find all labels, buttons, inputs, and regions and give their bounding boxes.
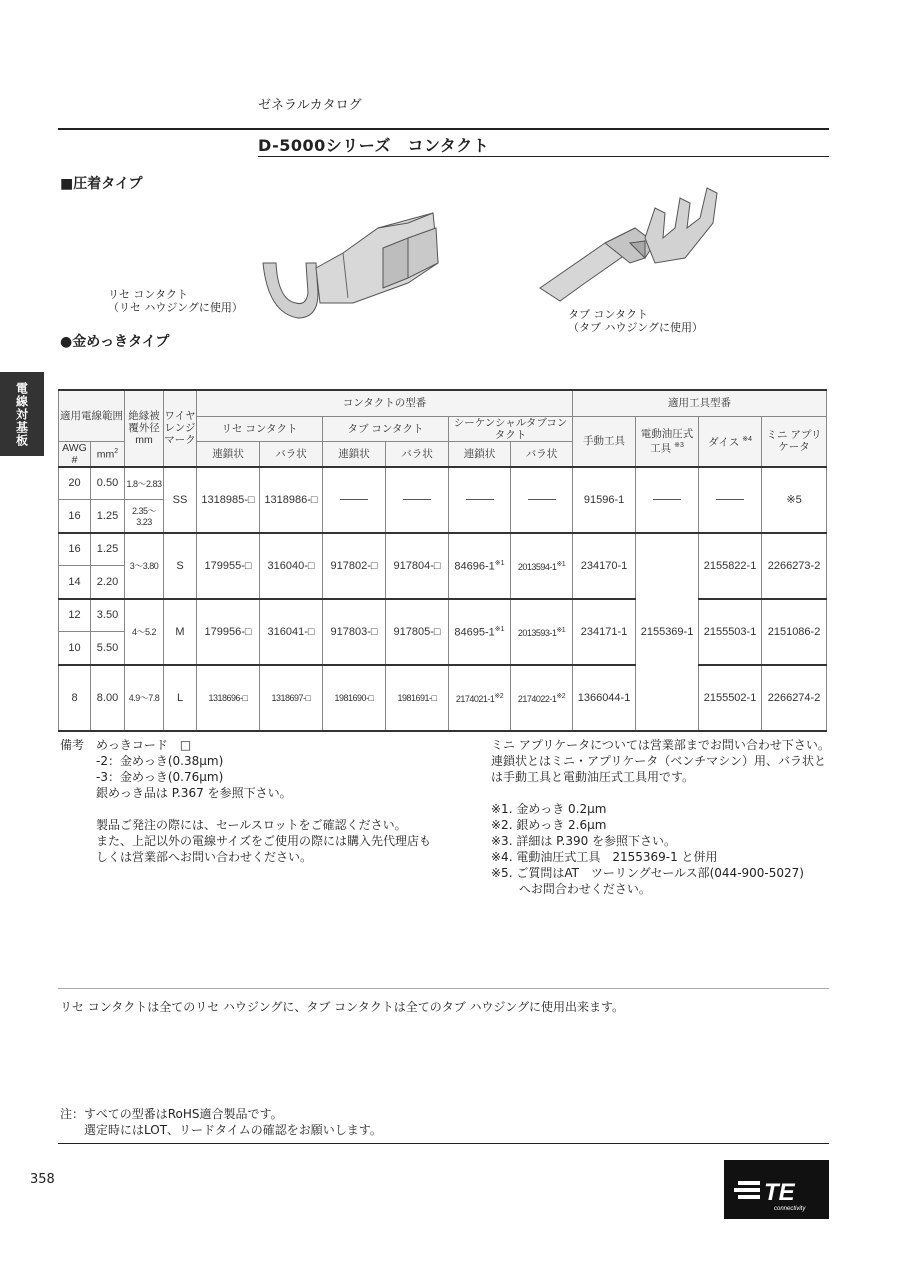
seq-reel-note: ※1 xyxy=(494,559,505,567)
mark-cell: SS xyxy=(164,467,197,533)
hand-tool-cell: 91596-1 xyxy=(573,467,636,533)
seq-loose-note: ※2 xyxy=(556,692,566,700)
footer-line: 選定時にはLOT、リードタイムの確認をお願いします。 xyxy=(60,1123,382,1137)
table-row xyxy=(59,665,827,731)
rec-loose-cell: 316040-□ xyxy=(260,533,323,599)
mini-applicator-cell: ※5 xyxy=(762,467,827,533)
header-reel: 連鎖状 xyxy=(323,441,386,467)
seq-loose-value: 2013594-1 xyxy=(517,561,557,572)
mm2-cell: 0.50 xyxy=(91,467,125,500)
table-row xyxy=(59,533,827,566)
mini-applicator-cell: 2266273-2 xyxy=(762,533,827,599)
remark-line: -3：金めっき(0.76μm) xyxy=(60,770,224,784)
tab-loose-cell: 1981691-□ xyxy=(386,665,449,731)
awg-cell: 8 xyxy=(59,665,91,731)
awg-cell: 14 xyxy=(59,566,91,599)
header-wire-range-mark: ワイヤレンジマーク xyxy=(164,390,197,467)
remark-line: 備考 めっきコード □ xyxy=(60,738,192,752)
dash xyxy=(716,499,744,500)
remark-line: ※5. ご質問はAT ツーリングセールス部(044-900-5027) xyxy=(491,866,804,880)
empty-dash-cell xyxy=(449,467,511,533)
dash xyxy=(340,499,368,500)
tab-reel-cell: 917802-□ xyxy=(323,533,386,599)
remark-line: ※1. 金めっき 0.2μm xyxy=(491,802,607,816)
mm2-cell: 1.25 xyxy=(91,500,125,533)
hand-tool-cell: 1366044-1 xyxy=(573,665,636,731)
header-loose: バラ状 xyxy=(386,441,449,467)
remark-line: -2：金めっき(0.38μm) xyxy=(60,754,224,768)
header-reel: 連鎖状 xyxy=(449,441,511,467)
page-number: 358 xyxy=(30,1172,55,1187)
rec-reel-cell: 1318985-□ xyxy=(197,467,260,533)
remarks-right xyxy=(491,737,831,897)
header-wire-range: 適用電線範囲 xyxy=(59,390,125,441)
tab-caption xyxy=(568,308,703,334)
remark-line: 銀めっき品は P.367 を参照下さい。 xyxy=(60,786,292,800)
awg-cell: 12 xyxy=(59,599,91,632)
header-hydraulic-label: 電動油圧式工具 xyxy=(640,427,694,455)
empty-dash-cell xyxy=(511,467,573,533)
tab-reel-cell: 917803-□ xyxy=(323,599,386,665)
insulation-cell: 2.35～3.23 xyxy=(125,500,164,533)
te-logo-mark xyxy=(724,1160,829,1219)
dies-cell: 2155822-1 xyxy=(699,533,762,599)
remark-line: へお問合わせください。 xyxy=(491,882,651,896)
remark-line: ミニ アプリケータについては営業部までお問い合わせ下さい。 xyxy=(491,738,830,752)
header-hydraulic-tool xyxy=(636,416,699,467)
seq-loose-value: 2174022-1 xyxy=(517,693,557,704)
dash xyxy=(528,499,556,500)
footer-notes xyxy=(60,1106,382,1138)
dash xyxy=(653,499,681,500)
mini-applicator-cell: 2266274-2 xyxy=(762,665,827,731)
receptacle-contact-image xyxy=(258,208,448,323)
tab-caption-title: タブ コンタクト xyxy=(568,308,649,321)
hand-tool-cell: 234171-1 xyxy=(573,599,636,665)
header-insulation-od: 絶縁被覆外径mm xyxy=(125,390,164,467)
header-mini-applicator: ミニ アプリケータ xyxy=(762,416,827,467)
receptacle-caption-title: リセ コンタクト xyxy=(108,288,188,301)
insulation-cell: 1.8～2.83 xyxy=(125,467,164,500)
mm2-cell: 5.50 xyxy=(91,632,125,665)
dies-cell: 2155502-1 xyxy=(699,665,762,731)
seq-reel-cell xyxy=(449,665,511,731)
rec-loose-cell: 1318986-□ xyxy=(260,467,323,533)
seq-loose-note: ※1 xyxy=(556,626,566,634)
remarks-left xyxy=(60,737,460,865)
empty-dash-cell xyxy=(636,467,699,533)
remark-line: 連鎖状とはミニ・アプリケータ（ベンチマシン）用、バラ状とは手動工具と電動油圧式工具用です。 xyxy=(491,754,826,784)
rec-reel-cell: 179955-□ xyxy=(197,533,260,599)
mark-cell: M xyxy=(164,599,197,665)
table-header-row xyxy=(59,390,827,416)
hand-tool-cell: 234170-1 xyxy=(573,533,636,599)
insulation-cell: 4～5.2 xyxy=(125,599,164,665)
seq-loose-note: ※1 xyxy=(556,560,566,568)
seq-loose-cell xyxy=(511,665,573,731)
te-logo-text: TE xyxy=(764,1179,795,1206)
mm2-cell: 1.25 xyxy=(91,533,125,566)
section-gold-plating: ●金めっきタイプ xyxy=(60,334,170,350)
tab-contact-image xyxy=(535,183,725,308)
side-index-tab: 電線対基板 xyxy=(0,372,44,456)
te-logo-sub: connectivity xyxy=(774,1206,806,1212)
header-awg: AWG # xyxy=(59,441,91,467)
spacer xyxy=(491,785,831,801)
table-row xyxy=(59,599,827,632)
header-dies-label: ダイス xyxy=(708,436,740,449)
table-row xyxy=(59,467,827,500)
seq-reel-value: 2174021-1 xyxy=(455,693,495,704)
section-divider xyxy=(58,988,829,989)
mini-applicator-cell: 2151086-2 xyxy=(762,599,827,665)
remark-line: また、上記以外の電線サイズをご使用の際には購入先代理店も xyxy=(60,834,432,848)
section-crimp-type: ■圧着タイプ xyxy=(60,176,143,192)
page-title: D-5000シリーズ コンタクト xyxy=(258,136,490,155)
header-tool-number: 適用工具型番 xyxy=(573,390,827,416)
header-dies xyxy=(699,416,762,467)
insulation-cell: 4.9～7.8 xyxy=(125,665,164,731)
remark-line: しくは営業部へお問い合わせください。 xyxy=(60,850,313,864)
mm2-cell: 8.00 xyxy=(91,665,125,731)
header-mm2-sup: 2 xyxy=(114,448,119,456)
empty-dash-cell xyxy=(323,467,386,533)
awg-cell: 16 xyxy=(59,533,91,566)
spacer xyxy=(60,801,460,817)
tab-loose-cell: 917804-□ xyxy=(386,533,449,599)
header-loose: バラ状 xyxy=(511,441,573,467)
seq-reel-value: 84695-1 xyxy=(454,626,495,639)
seq-loose-cell xyxy=(511,599,573,665)
receptacle-caption xyxy=(108,288,243,314)
dash xyxy=(403,499,431,500)
receptacle-caption-sub: （リセ ハウジングに使用） xyxy=(108,301,243,314)
awg-cell: 20 xyxy=(59,467,91,500)
tab-loose-cell: 917805-□ xyxy=(386,599,449,665)
seq-loose-value: 2013593-1 xyxy=(517,627,557,638)
mark-cell: L xyxy=(164,665,197,731)
hydraulic-tool-cell: 2155369-1 xyxy=(636,533,699,731)
header-hydraulic-note: ※3 xyxy=(674,441,684,449)
title-underline xyxy=(258,156,829,157)
header-receptacle-contact: リセ コンタクト xyxy=(197,416,323,441)
seq-loose-cell xyxy=(511,533,573,599)
dash xyxy=(466,499,494,500)
header-mm2-label: mm xyxy=(96,448,115,461)
catalog-label: ゼネラルカタログ xyxy=(258,98,362,113)
seq-reel-value: 84696-1 xyxy=(454,560,495,573)
mm2-cell: 3.50 xyxy=(91,599,125,632)
header-sequential-tab-contact: シーケンシャルタブコンタクト xyxy=(449,416,573,441)
header-dies-note: ※4 xyxy=(742,435,752,443)
usage-note: リセ コンタクトは全てのリセ ハウジングに、タブ コンタクトは全てのタブ ハウジングに使用出来ます。 xyxy=(60,1000,625,1014)
remark-line: ※4. 電動油圧式工具 2155369-1 と併用 xyxy=(491,850,718,864)
mark-cell: S xyxy=(164,533,197,599)
rec-loose-cell: 316041-□ xyxy=(260,599,323,665)
header-contact-number: コンタクトの型番 xyxy=(197,390,573,416)
rec-loose-cell: 1318697-□ xyxy=(260,665,323,731)
tab-reel-cell: 1981690-□ xyxy=(323,665,386,731)
footer-line: 注：すべての型番はRoHS適合製品です。 xyxy=(60,1107,283,1121)
seq-reel-note: ※2 xyxy=(494,692,504,700)
footer-rule xyxy=(58,1143,829,1144)
rec-reel-cell: 1318696-□ xyxy=(197,665,260,731)
header-hand-tool: 手動工具 xyxy=(573,416,636,467)
remark-line: ※3. 詳細は P.390 を参照下さい。 xyxy=(491,834,677,848)
contact-spec-table xyxy=(58,389,827,732)
awg-cell: 16 xyxy=(59,500,91,533)
seq-reel-note: ※1 xyxy=(494,625,505,633)
header-tab-contact: タブ コンタクト xyxy=(323,416,449,441)
tab-caption-sub: （タブ ハウジングに使用） xyxy=(568,321,704,334)
empty-dash-cell xyxy=(699,467,762,533)
mm2-cell: 2.20 xyxy=(91,566,125,599)
insulation-cell: 3～3.80 xyxy=(125,533,164,599)
header-mm2 xyxy=(91,441,125,467)
header-reel: 連鎖状 xyxy=(197,441,260,467)
awg-cell: 10 xyxy=(59,632,91,665)
seq-reel-cell xyxy=(449,599,511,665)
seq-reel-cell xyxy=(449,533,511,599)
header-rule xyxy=(58,128,829,130)
te-logo xyxy=(724,1160,829,1219)
empty-dash-cell xyxy=(386,467,449,533)
remark-line: 製品ご発注の際には、セールスロットをご確認ください。 xyxy=(60,818,407,832)
remark-line: ※2. 銀めっき 2.6μm xyxy=(491,818,607,832)
header-loose: バラ状 xyxy=(260,441,323,467)
rec-reel-cell: 179956-□ xyxy=(197,599,260,665)
dies-cell: 2155503-1 xyxy=(699,599,762,665)
